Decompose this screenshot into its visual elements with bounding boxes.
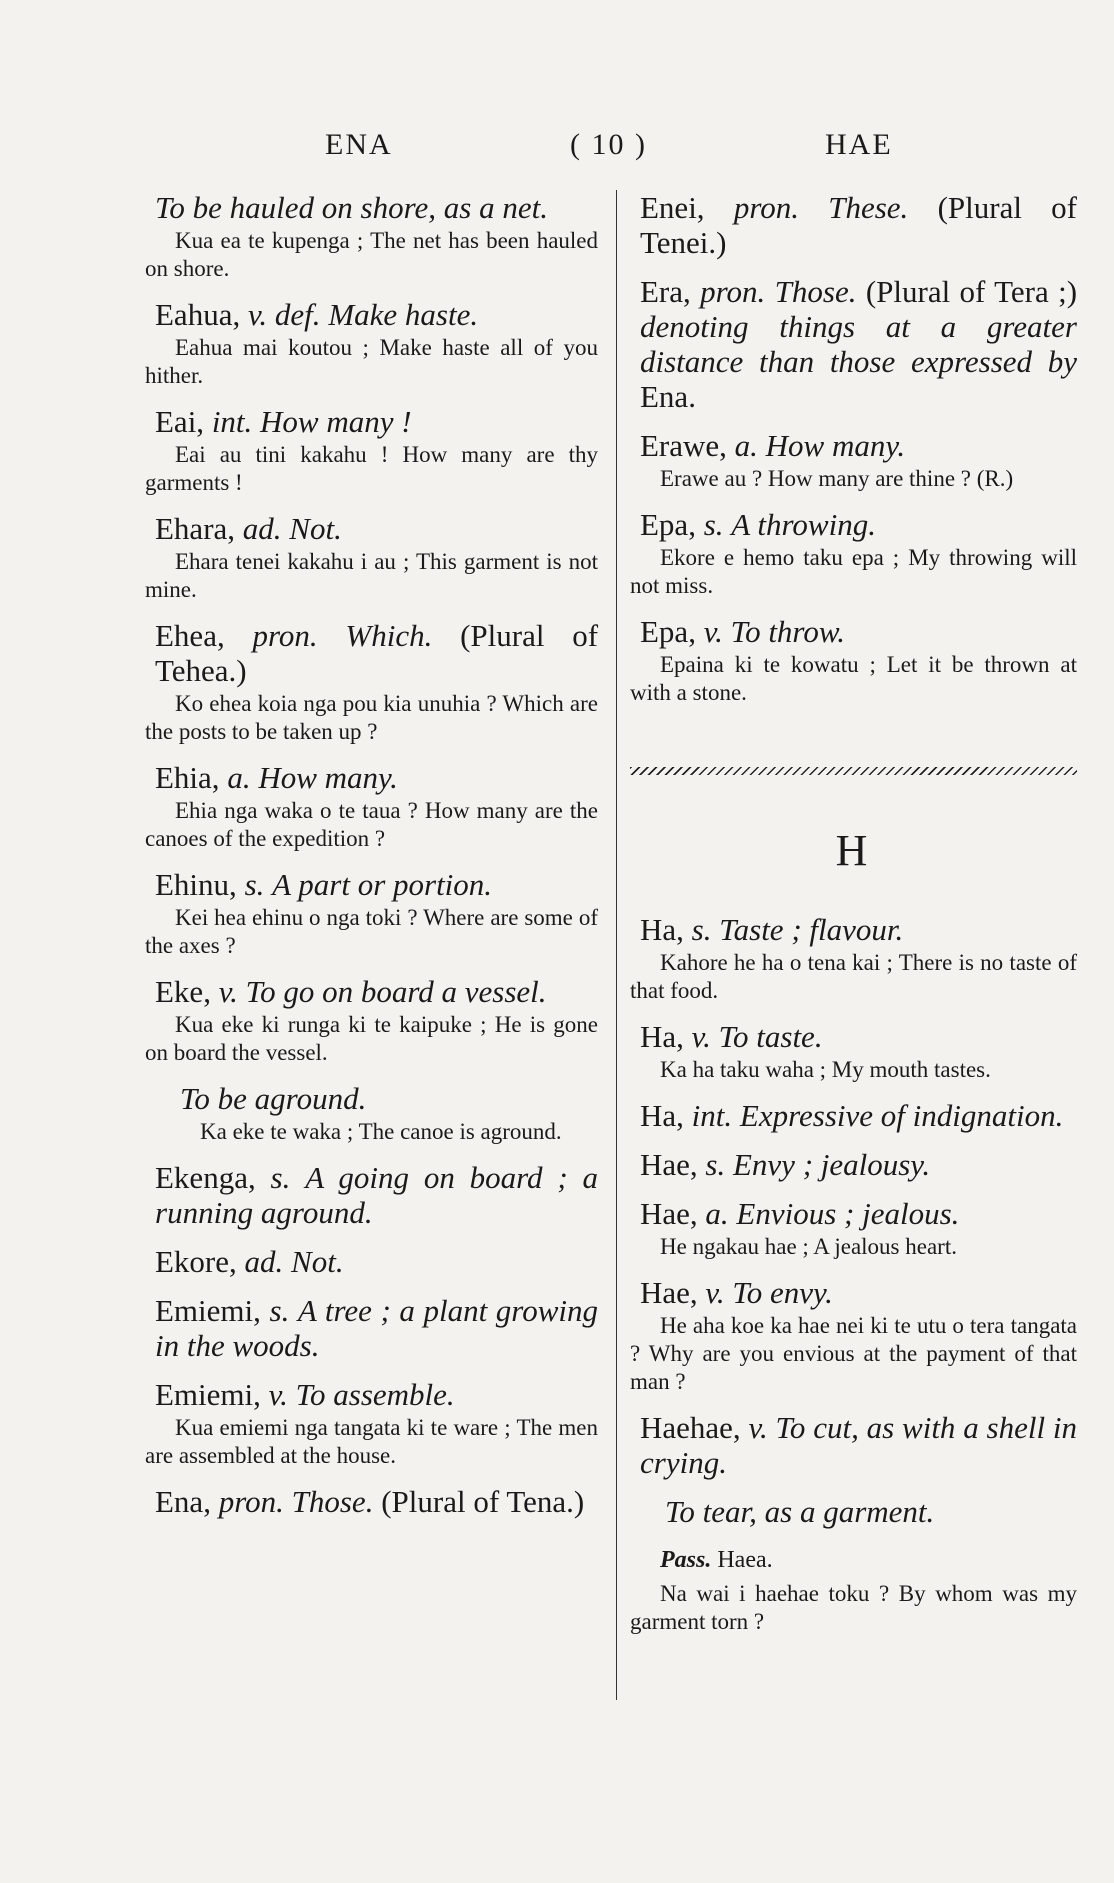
definition: Expressive of indignation. — [739, 1098, 1064, 1133]
section-ornamental-divider — [630, 767, 1077, 775]
entry-headline — [640, 912, 1077, 947]
column-divider-rule — [616, 190, 617, 1700]
definition: How many. — [765, 428, 906, 463]
dictionary-entry — [145, 1160, 598, 1230]
part-of-speech: a. — [227, 760, 251, 795]
header-right-guideword: HAE — [825, 128, 893, 161]
page-number: ( 10 ) — [570, 128, 647, 161]
usage-example: Eai au tini kakahu ! How many are thy garments ! — [145, 442, 598, 495]
part-of-speech: pron. — [700, 274, 766, 309]
definition: A going on board ; a running aground. — [155, 1160, 599, 1230]
definition: To cut, as with a shell in crying. — [640, 1410, 1078, 1480]
usage-example: Ekore e hemo taku epa ; My throwing will not miss. — [630, 545, 1077, 598]
headword: Eahua, — [155, 297, 241, 332]
definition: To be aground. — [180, 1081, 367, 1116]
definition: Those. — [774, 274, 857, 309]
entry-headline — [155, 1160, 598, 1230]
definition: How many ! — [260, 404, 412, 439]
definition: To be hauled on shore, as a net. — [155, 190, 548, 225]
headword: Ehia, — [155, 760, 220, 795]
entry-headline — [155, 760, 598, 795]
headword: Ha, — [640, 1019, 684, 1054]
entry-headline — [155, 974, 598, 1009]
part-of-speech: s. — [269, 1293, 290, 1328]
dictionary-entry — [630, 1196, 1077, 1261]
entry-headline — [155, 1293, 598, 1363]
dictionary-entry — [145, 618, 598, 746]
part-of-speech: s. — [703, 507, 724, 542]
definition: To go on board a vessel. — [245, 974, 547, 1009]
headword: Hae, — [640, 1147, 698, 1182]
entry-headline — [155, 511, 598, 546]
usage-example: Kua ea te kupenga ; The net has been hauled on shore. — [145, 228, 598, 281]
definition: Those. — [291, 1484, 374, 1519]
entry-headline — [640, 1019, 1077, 1054]
definition-tail: Ena. — [640, 379, 696, 414]
headword: Ehinu, — [155, 867, 237, 902]
definition: To taste. — [718, 1019, 823, 1054]
headword: Ekore, — [155, 1244, 237, 1279]
part-of-speech: pron. — [218, 1484, 284, 1519]
definition: Make haste. — [328, 297, 479, 332]
definition: To throw. — [730, 614, 845, 649]
dictionary-entry — [145, 1293, 598, 1363]
definition-continued: denoting things at a greater distance than those expressed by — [640, 309, 1077, 379]
section-letter-heading: H — [835, 826, 872, 875]
plural-note: (Plural of Tehea.) — [155, 618, 599, 688]
entry-headline — [640, 614, 1077, 649]
headword: Enei, — [640, 190, 705, 225]
right-column-top-entries — [630, 190, 1077, 707]
usage-example: Eahua mai koutou ; Make haste all of you hither. — [145, 335, 598, 388]
usage-example: He ngakau hae ; A jealous heart. — [660, 1234, 957, 1259]
entry-headline — [155, 1377, 598, 1412]
definition: Envious ; jealous. — [736, 1196, 960, 1231]
headword: Ha, — [640, 1098, 684, 1133]
part-of-speech: ad. — [242, 511, 282, 546]
part-of-speech: v. — [218, 974, 238, 1009]
headword: Ekenga, — [155, 1160, 256, 1195]
right-column — [630, 190, 1077, 1650]
definition: A throwing. — [731, 507, 876, 542]
headword: Haehae, — [640, 1410, 741, 1445]
dictionary-entry — [145, 404, 598, 497]
definition: To assemble. — [295, 1377, 455, 1412]
usage-example: Ka ha taku waha ; My mouth tastes. — [660, 1057, 991, 1082]
dictionary-entry — [630, 190, 1077, 260]
headword: Epa, — [640, 507, 696, 542]
dictionary-entry — [145, 1484, 598, 1519]
entry-headline — [660, 1543, 1077, 1578]
entry-headline — [640, 1275, 1077, 1310]
dictionary-entry — [630, 274, 1077, 414]
definition: Taste ; flavour. — [719, 912, 904, 947]
definition: Not. — [289, 511, 342, 546]
entry-headline — [640, 1098, 1077, 1133]
usage-example: Ehara tenei kakahu i au ; This garment is not mine. — [145, 549, 598, 602]
definition: Which. — [345, 618, 433, 653]
part-of-speech: v. — [703, 614, 723, 649]
part-of-speech: v. — [705, 1275, 725, 1310]
entry-headline — [640, 274, 1077, 414]
entry-headline — [640, 428, 1077, 463]
usage-example: Erawe au ? How many are thine ? (R.) — [660, 466, 1014, 491]
headword: Erawe, — [640, 428, 727, 463]
usage-example: Kua eke ki runga ki te kaipuke ; He is gone on board the vessel. — [145, 1012, 598, 1065]
definition: A tree ; a plant growing in the woods. — [155, 1293, 599, 1363]
headword: Epa, — [640, 614, 696, 649]
part-of-speech: s. — [691, 912, 712, 947]
part-of-speech: v. def. — [247, 297, 321, 332]
dictionary-entry — [145, 511, 598, 604]
dictionary-entry — [630, 1410, 1077, 1480]
left-column — [145, 190, 598, 1533]
usage-example: Ka eke te waka ; The canoe is aground. — [200, 1119, 562, 1144]
dictionary-entry — [630, 614, 1077, 707]
definition: A part or portion. — [272, 867, 493, 902]
part-of-speech: v. — [748, 1410, 768, 1445]
part-of-speech: pron. — [733, 190, 799, 225]
definition: To envy. — [732, 1275, 833, 1310]
dictionary-entry — [145, 190, 598, 283]
dictionary-entry — [145, 297, 598, 390]
headword: Ehara, — [155, 511, 236, 546]
dictionary-entry — [145, 760, 598, 853]
entry-headline — [640, 1410, 1077, 1480]
definition: Envy ; jealousy. — [732, 1147, 931, 1182]
headword: Ha, — [640, 912, 684, 947]
usage-example: Epaina ki te kowatu ; Let it be thrown at with a stone. — [630, 652, 1077, 705]
entry-headline — [665, 1494, 1077, 1529]
headword: Hae, — [640, 1275, 698, 1310]
headword: Era, — [640, 274, 691, 309]
headword: Eai, — [155, 404, 205, 439]
plural-note: (Plural of Tena.) — [381, 1484, 585, 1519]
entry-headline — [180, 1081, 598, 1116]
entry-headline — [155, 190, 598, 225]
dictionary-entry — [145, 867, 598, 960]
dictionary-entry — [630, 507, 1077, 600]
entry-headline — [640, 507, 1077, 542]
part-of-speech: a. — [705, 1196, 729, 1231]
dictionary-entry — [630, 428, 1077, 493]
dictionary-entry — [630, 1098, 1077, 1133]
dictionary-entry — [145, 1377, 598, 1470]
header-left-guideword: ENA — [325, 128, 393, 161]
entry-headline — [155, 1244, 598, 1279]
entry-headline — [155, 1484, 598, 1519]
dictionary-entry — [630, 1275, 1077, 1396]
dictionary-entry — [630, 1543, 1077, 1636]
part-of-speech: ad. — [244, 1244, 284, 1279]
dictionary-entry — [630, 912, 1077, 1005]
part-of-speech: s. — [270, 1160, 291, 1195]
part-of-speech: s. — [705, 1147, 726, 1182]
part-of-speech: pron. — [252, 618, 318, 653]
dictionary-entry — [145, 1244, 598, 1279]
headword: Emiemi, — [155, 1377, 261, 1412]
dictionary-entry — [655, 1494, 1077, 1529]
dictionary-entry — [170, 1081, 598, 1146]
usage-example: Kahore he ha o tena kai ; There is no taste of that food. — [630, 950, 1077, 1003]
entry-headline — [640, 1196, 1077, 1231]
passive-form: Haea. — [717, 1547, 773, 1573]
usage-example: Kua emiemi nga tangata ki te ware ; The men are assembled at the house. — [145, 1415, 598, 1468]
usage-example: Na wai i haehae toku ? By whom was my garment torn ? — [630, 1581, 1077, 1634]
part-of-speech: int. — [211, 404, 253, 439]
usage-example: He aha koe ka hae nei ki te utu o tera tangata ? Why are you envious at the payment of that man ? — [630, 1313, 1077, 1394]
headword: Hae, — [640, 1196, 698, 1231]
definition: These. — [828, 190, 909, 225]
usage-example: Kei hea ehinu o nga toki ? Where are some of the axes ? — [145, 905, 598, 958]
part-of-speech: v. — [691, 1019, 711, 1054]
page-header — [150, 128, 960, 168]
dictionary-entry — [630, 1019, 1077, 1084]
entry-headline — [640, 1147, 1077, 1182]
part-of-speech: s. — [244, 867, 265, 902]
definition: To tear, as a garment. — [665, 1494, 935, 1529]
usage-example: Ko ehea koia nga pou kia unuhia ? Which are the posts to be taken up ? — [145, 691, 598, 744]
headword: Ena, — [155, 1484, 211, 1519]
right-column-bottom-entries — [630, 912, 1077, 1636]
dictionary-entry — [630, 1147, 1077, 1182]
part-of-speech: int. — [691, 1098, 733, 1133]
headword: Eke, — [155, 974, 211, 1009]
definition: How many. — [258, 760, 398, 795]
entry-headline — [155, 297, 598, 332]
part-of-speech: a. — [734, 428, 758, 463]
entry-headline — [640, 190, 1077, 260]
usage-example: Ehia nga waka o te taua ? How many are the canoes of the expedition ? — [145, 798, 598, 851]
entry-headline — [155, 618, 598, 688]
part-of-speech: v. — [268, 1377, 288, 1412]
passive-label: Pass. — [660, 1547, 712, 1573]
headword: Ehea, — [155, 618, 225, 653]
entry-headline — [155, 867, 598, 902]
definition: Not. — [291, 1244, 344, 1279]
headword: Emiemi, — [155, 1293, 261, 1328]
plural-note: (Plural of Tenei.) — [640, 190, 1078, 260]
dictionary-entry — [145, 974, 598, 1067]
plural-note: (Plural of Tera ;) — [865, 274, 1078, 309]
entry-headline — [155, 404, 598, 439]
